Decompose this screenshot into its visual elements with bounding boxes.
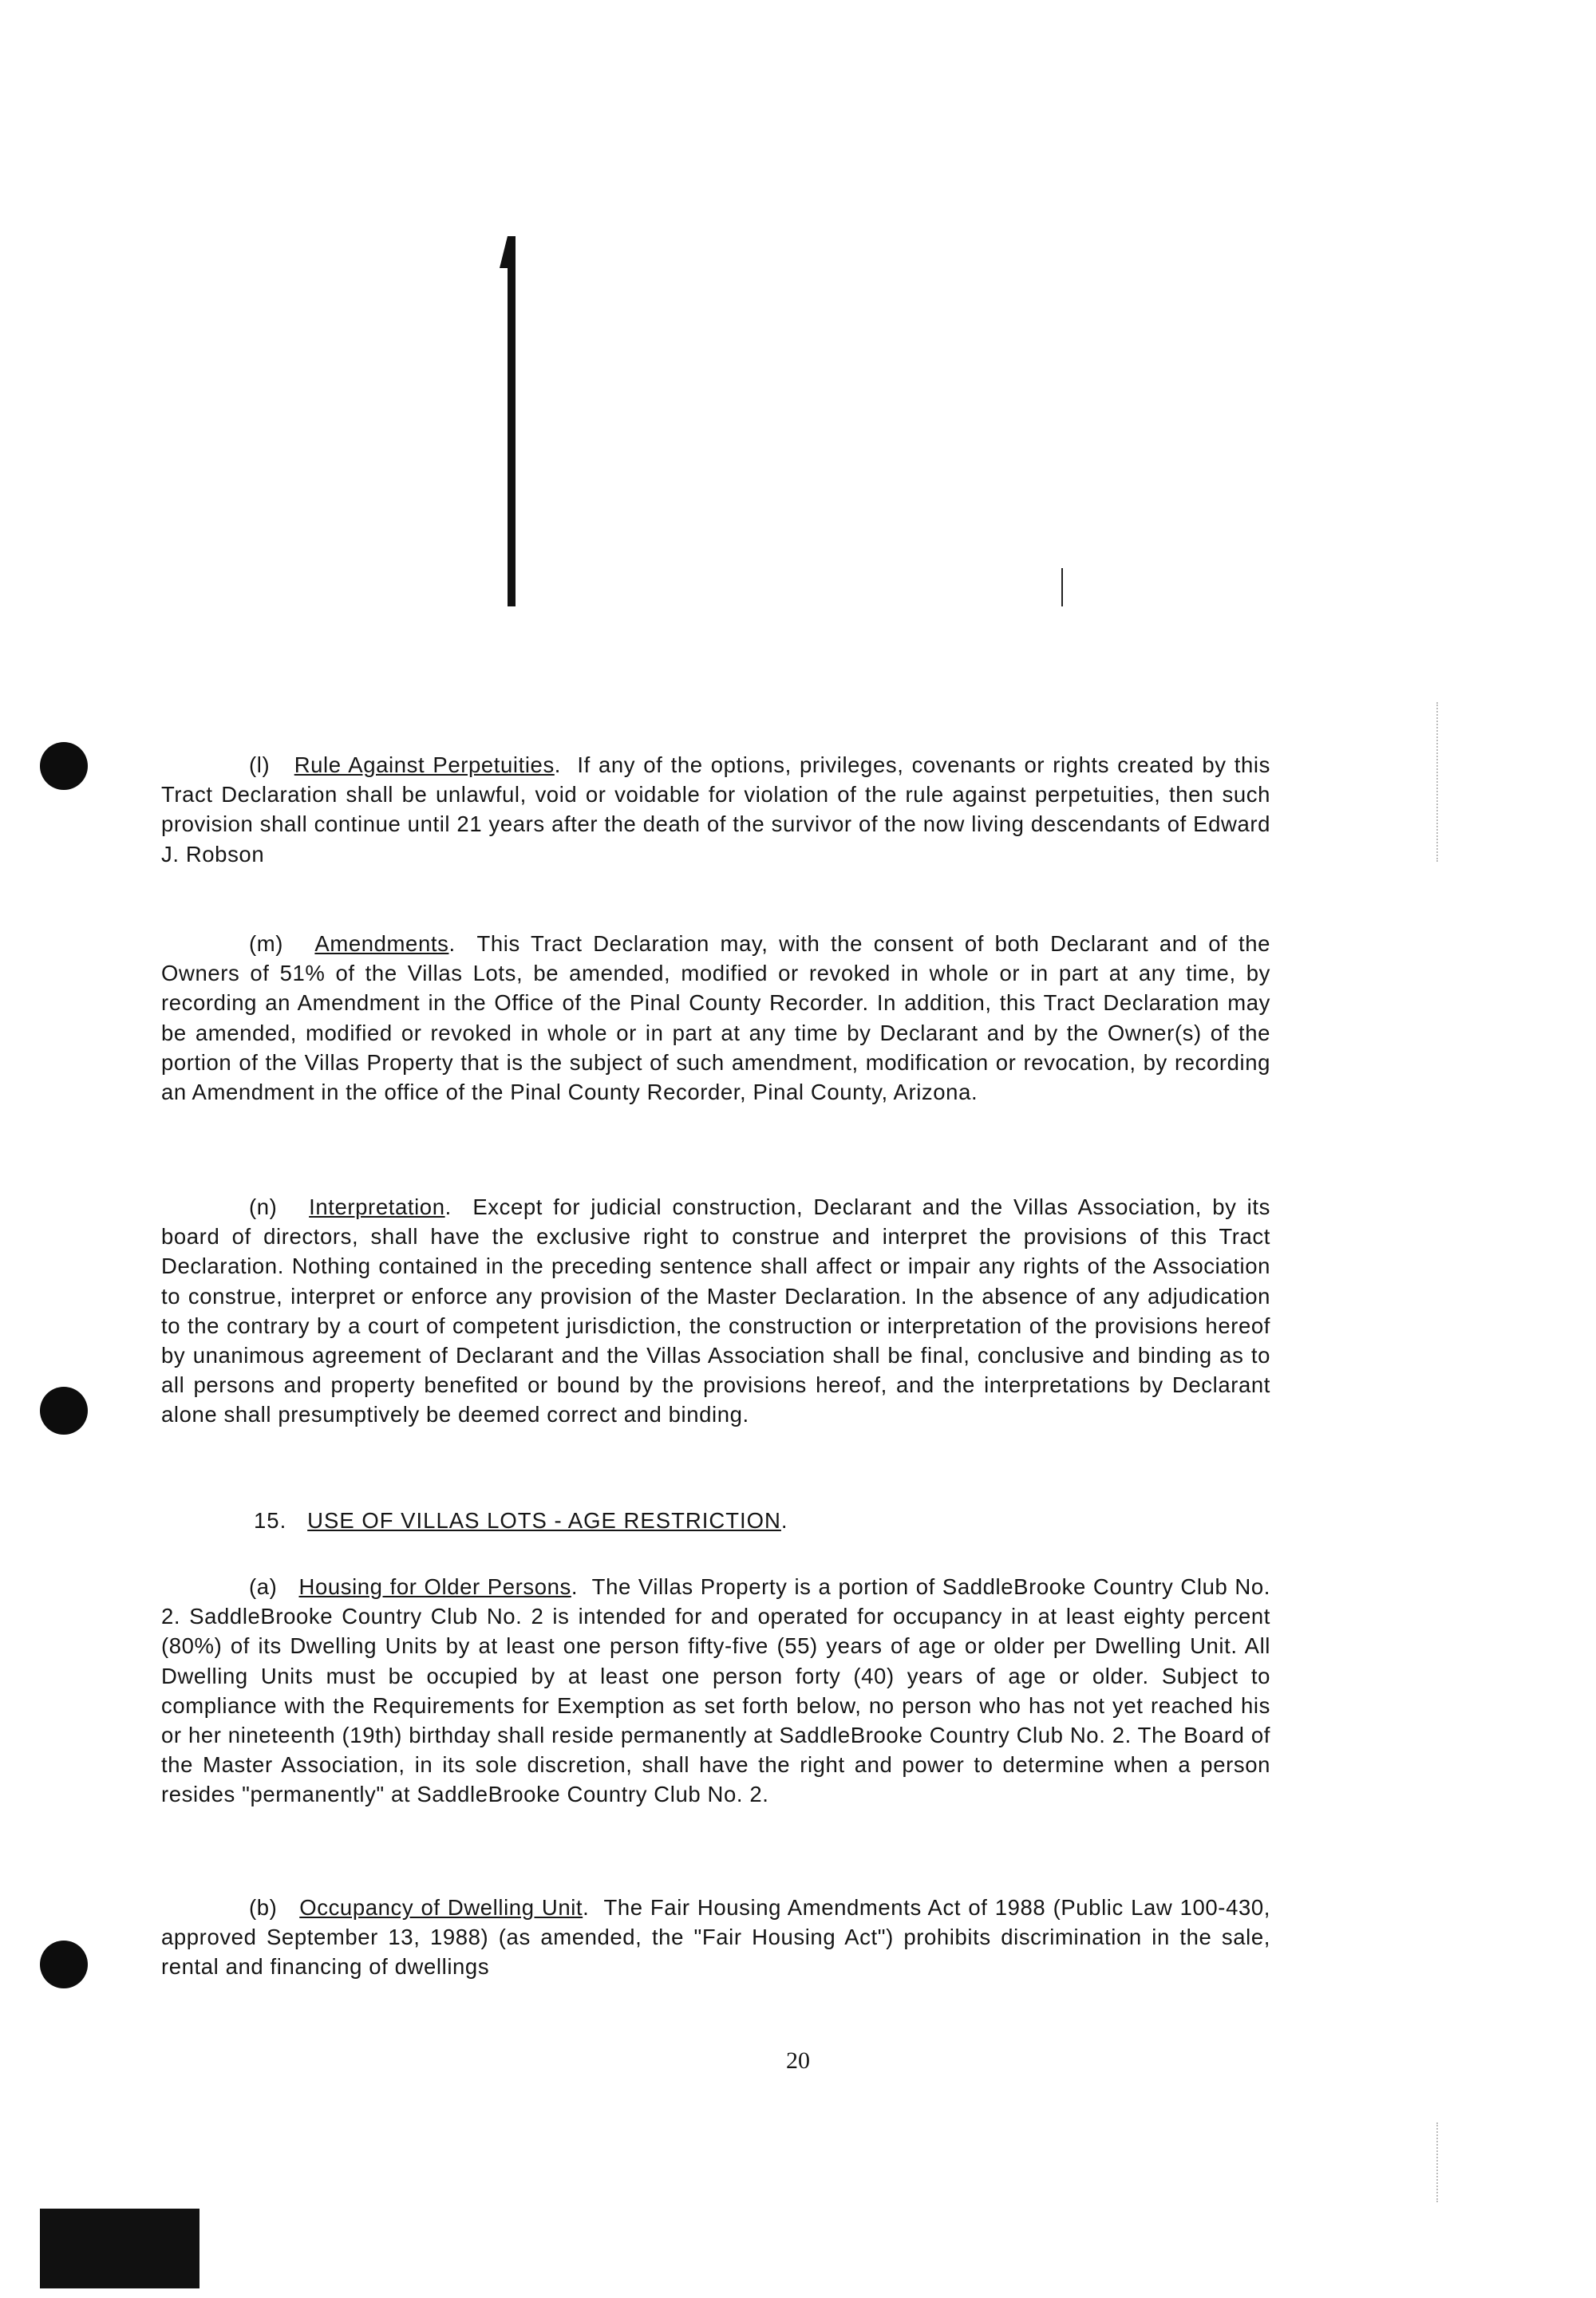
paragraph-body: The Fair Housing Amendments Act of 1988 (Public Law 100-430, approved September 13, 1988) (as amended, the "Fair Housing Act") prohibits discrimination in the sale, rental and financing of dwellings: [161, 1895, 1270, 1980]
punch-hole-top: [40, 742, 88, 790]
paragraph-label: (b): [249, 1895, 278, 1920]
paragraph-rule-against-perpetuities: (l) Rule Against Perpetuities. If any of the options, privileges, covenants or rights created by this Tract Declaration shall be unlawful, void or voidable for violation of the rule against perpetuities, then such provision shall continue until 21 years after the death of the survivor of the now living descendants of Edward J. Robson: [161, 752, 1270, 867]
paragraph-body: The Villas Property is a portion of SaddleBrooke Country Club No. 2. SaddleBrooke Country Club No. 2 is intended for and operated for occupancy in at least eighty percent (80%) of its Dwelling Units by at least one person fifty-five (55) years of age or older per Dwelling Unit. All Dwelling Units must be occupied by at least one person forty (40) years of age or older. Subject to compliance with the Requirements for Exemption as set forth below, no person who has not yet reached his or her nineteenth (19th) birthday shall reside permanently at SaddleBrooke Country Club No. 2. The Board of the Master Association, in its sole discretion, shall have the right and power to determine when a person resides "permanently" at SaddleBrooke Country Club No. 2.: [161, 1574, 1270, 1807]
scan-mark-bar: [508, 236, 516, 606]
paragraph-body: Except for judicial construction, Declarant and the Villas Association, by its board of directors, shall have the exclusive right to construe and interpret the provisions of this Tract Declaration. Nothing contained in the preceding sentence shall affect or impair any rights of the Association to construe, interpret or enforce any provision of the Master Declaration. In the absence of any adjudication to the contrary by a court of competent jurisdiction, the construction or interpretation of the provisions hereof by unanimous agreement of Declarant and the Villas Association shall be final, conclusive and binding as to all persons and property benefited or bound by the provisions hereof, and the interpretations by Declarant alone shall presumptively be deemed correct and binding.: [161, 1194, 1270, 1427]
paragraph-label: (a): [249, 1574, 278, 1599]
paragraph-title: Interpretation: [309, 1194, 445, 1219]
punch-hole-middle: [40, 1387, 88, 1435]
paragraph-amendments: (m) Amendments. This Tract Declaration may, with the consent of both Declarant and of the Owners of 51% of the Villas Lots, be amended, modified or revoked in whole or in part at any time, by recording an Amendment in the Office of the Pinal County Recorder. In addition, this Tract Declaration may be amended, modified or revoked in whole or in part at any time by Declarant and by the Owner(s) of the portion of the Villas Property that is the subject of such amendment, modification or revocation, by recording an Amendment in the office of the Pinal County Recorder, Pinal County, Arizona.: [161, 931, 1270, 1105]
section-number: 15.: [254, 1508, 287, 1533]
paragraph-title: Amendments: [314, 931, 449, 956]
paragraph-interpretation: (n) Interpretation. Except for judicial construction, Declarant and the Villas Association, by its board of directors, shall have the exclusive right to construe and interpret the provisions of this Tract Declaration. Nothing contained in the preceding sentence shall affect or impair any rights of the Association to construe, interpret or enforce any provision of the Master Declaration. In the absence of any adjudication to the contrary by a court of competent jurisdiction, the construction or interpretation of the provisions hereof by unanimous agreement of Declarant and the Villas Association shall be final, conclusive and binding as to all persons and property benefited or bound by the provisions hereof, and the interpretations by Declarant alone shall presumptively be deemed correct and binding.: [161, 1194, 1270, 1427]
paragraph-title: Housing for Older Persons: [298, 1574, 571, 1599]
page-number: 20: [786, 2047, 810, 2074]
scan-mark-tip: [500, 236, 508, 268]
punch-hole-bottom: [40, 1941, 88, 1988]
paragraph-body: This Tract Declaration may, with the consent of both Declarant and of the Owners of 51% of the Villas Lots, be amended, modified or revoked in whole or in part at any time, by recording an Amendment in the Office of the Pinal County Recorder. In addition, this Tract Declaration may be amended, modified or revoked in whole or in part at any time by Declarant and by the Owner(s) of the portion of the Villas Property that is the subject of such amendment, modification or revocation, by recording an Amendment in the office of the Pinal County Recorder, Pinal County, Arizona.: [161, 931, 1270, 1105]
margin-dots: [1436, 702, 1441, 862]
paragraph-title: Rule Against Perpetuities: [294, 752, 555, 777]
scan-corner-block: [40, 2209, 200, 2288]
paragraph-label: (m): [249, 931, 284, 956]
paragraph-label: (n): [249, 1194, 278, 1219]
paragraph-housing-for-older-persons: (a) Housing for Older Persons. The Villas Property is a portion of SaddleBrooke Country Club No. 2. SaddleBrooke Country Club No. 2 is intended for and operated for occupancy in at least eighty percent (80%) of its Dwelling Units by at least one person fifty-five (55) years of age or older per Dwelling Unit. All Dwelling Units must be occupied by at least one person forty (40) years of age or older. Subject to compliance with the Requirements for Exemption as set forth below, no person who has not yet reached his or her nineteenth (19th) birthday shall reside permanently at SaddleBrooke Country Club No. 2. The Board of the Master Association, in its sole discretion, shall have the right and power to determine when a person resides "permanently" at SaddleBrooke Country Club No. 2.: [161, 1574, 1270, 1807]
scan-mark-tick: [1061, 568, 1063, 606]
paragraph-label: (l): [249, 752, 271, 777]
paragraph-occupancy-of-dwelling-unit: (b) Occupancy of Dwelling Unit. The Fair Housing Amendments Act of 1988 (Public Law 100-430, approved September 13, 1988) (as amended, the "Fair Housing Act") prohibits discrimination in the sale, rental and financing of dwellings: [161, 1895, 1270, 1980]
paragraph-body: If any of the options, privileges, covenants or rights created by this Tract Declaration shall be unlawful, void or voidable for violation of the rule against perpetuities, then such provision shall continue until 21 years after the death of the survivor of the now living descendants of Edward J. Robson: [161, 752, 1270, 867]
paragraph-title: Occupancy of Dwelling Unit: [299, 1895, 583, 1920]
margin-dots: [1436, 2122, 1441, 2202]
section-heading: 15. USE OF VILLAS LOTS - AGE RESTRICTION.: [254, 1508, 788, 1533]
section-title: USE OF VILLAS LOTS - AGE RESTRICTION: [307, 1508, 781, 1533]
